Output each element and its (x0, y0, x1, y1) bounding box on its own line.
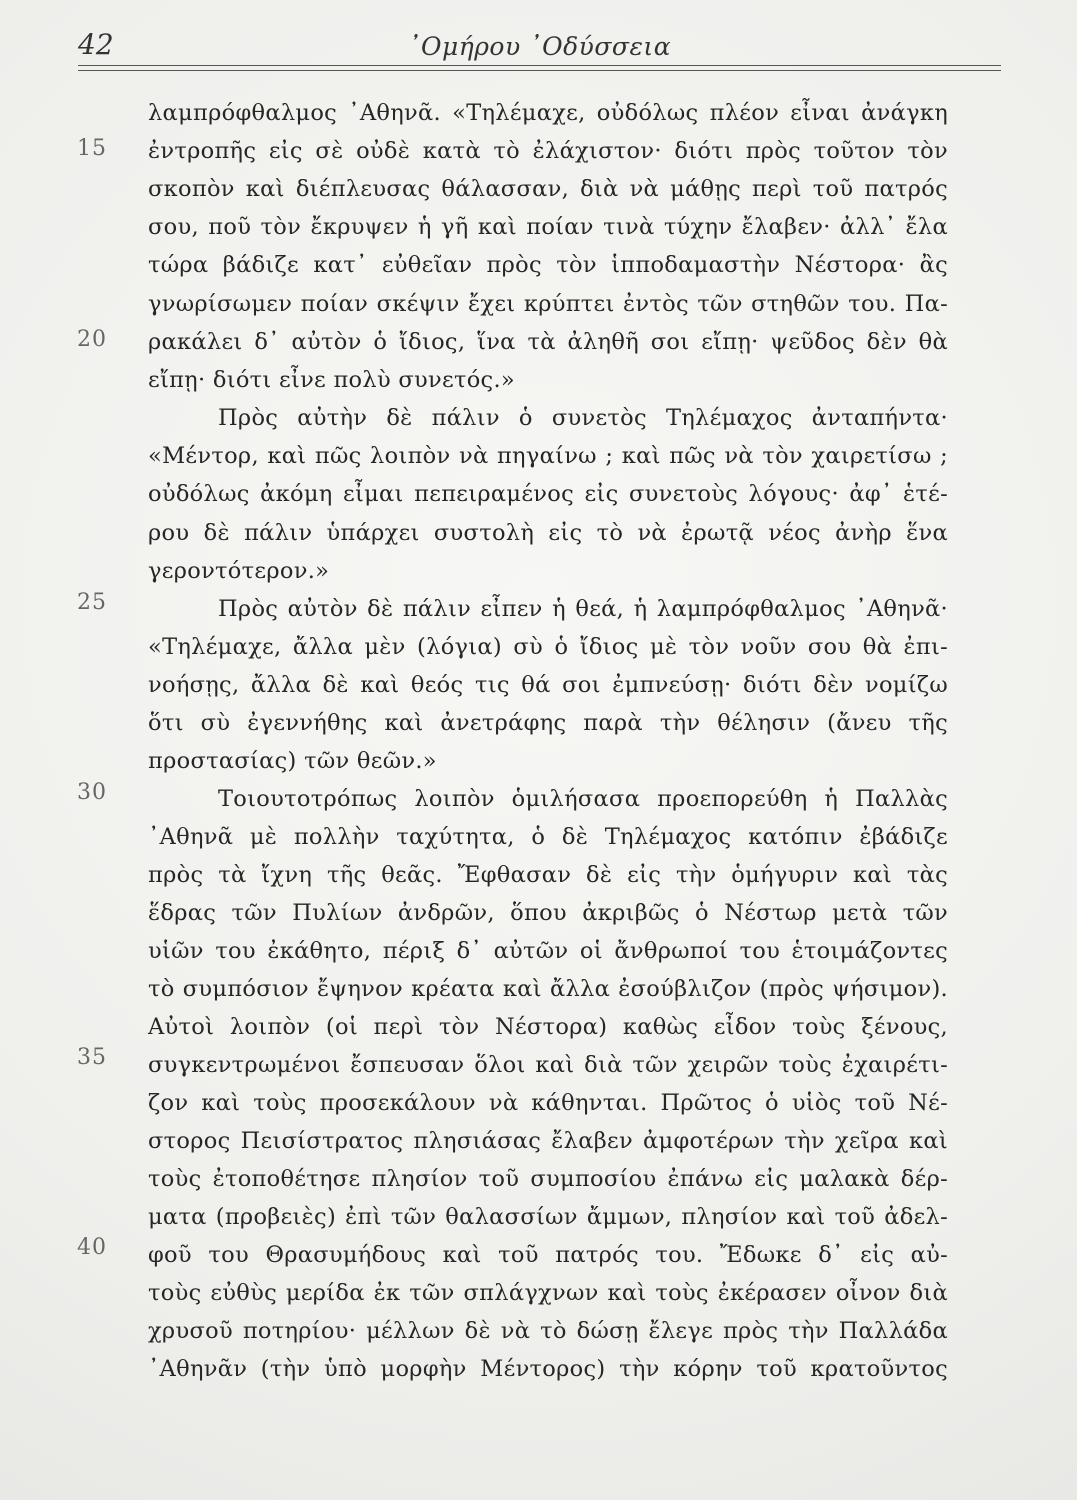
text-line: γνωρίσωμεν ποίαν σκέψιν ἔχει κρύπτει ἐντὸς τῶν στηθῶν του. Πα- (148, 291, 948, 317)
text-line: ἐντροπῆς εἰς σὲ οὐδὲ κατὰ τὸ ἐλάχιστον· διότι πρὸς τοῦτον τὸν (148, 138, 948, 164)
text-line: υἱῶν του ἐκάθητο, πέριξ δ᾿ αὐτῶν οἱ ἄνθρωποί του ἑτοιμάζοντες (148, 938, 948, 964)
text-line: τώρα βάδιζε κατ᾿ εὐθεῖαν πρὸς τὸν ἱπποδαμαστὴν Νέστορα· ἂς (148, 252, 948, 278)
page-number: 42 (78, 28, 114, 61)
text-line: τοὺς ἐτοποθέτησε πλησίον τοῦ συμποσίου ἐπάνω εἰς μαλακὰ δέρ- (148, 1166, 948, 1192)
header-rule-top (78, 65, 1001, 66)
text-line: «Μέντορ, καὶ πῶς λοιπὸν νὰ πηγαίνω ; καὶ πῶς νὰ τὸν χαιρετίσω ; (148, 443, 948, 469)
margin-line-number: 30 (77, 780, 107, 805)
margin-line-number: 20 (77, 327, 107, 352)
text-line: εἴπῃ· διότι εἶνε πολὺ συνετός.» (148, 367, 515, 393)
text-line: φοῦ του Θρασυμήδους καὶ τοῦ πατρός του. Ἔδωκε δ᾿ εἰς αὐ- (148, 1242, 948, 1268)
text-line: προστασίας) τῶν θεῶν.» (148, 748, 437, 774)
text-line: ὅτι σὺ ἐγεννήθης καὶ ἀνετράφης παρὰ τὴν θέλησιν (ἄνευ τῆς (148, 710, 948, 736)
margin-line-number: 15 (77, 136, 107, 161)
page-header (78, 28, 1001, 68)
text-line: ἕδρας τῶν Πυλίων ἀνδρῶν, ὅπου ἀκριβῶς ὁ Νέστωρ μετὰ τῶν (148, 900, 948, 926)
text-line: ᾿Αθηνᾶ μὲ πολλὴν ταχύτητα, ὁ δὲ Τηλέμαχος κατόπιν ἐβάδιζε (148, 824, 948, 850)
text-line: σκοπὸν καὶ διέπλευσας θάλασσαν, διὰ νὰ μάθῃς περὶ τοῦ πατρός (148, 176, 948, 202)
header-rule-bottom (78, 70, 1001, 71)
text-line: γεροντότερον.» (148, 558, 330, 584)
margin-line-number: 40 (77, 1235, 107, 1260)
text-line: τοὺς εὐθὺς μερίδα ἐκ τῶν σπλάγχνων καὶ τοὺς ἐκέρασεν οἶνον διὰ (148, 1280, 948, 1306)
text-line: νοήσῃς, ἄλλα δὲ καὶ θεός τις θά σοι ἐμπνεύσῃ· διότι δὲν νομίζω (148, 672, 948, 698)
text-line: λαμπρόφθαλμος ᾿Αθηνᾶ. «Τηλέμαχε, οὐδόλως πλέον εἶναι ἀνάγκη (148, 100, 948, 126)
text-line: Πρὸς αὐτὸν δὲ πάλιν εἶπεν ἡ θεά, ἡ λαμπρόφθαλμος ᾿Αθηνᾶ· (218, 596, 948, 622)
text-line: ρακάλει δ᾿ αὐτὸν ὁ ἴδιος, ἵνα τὰ ἀληθῆ σοι εἴπῃ· ψεῦδος δὲν θὰ (148, 329, 948, 355)
running-title: ᾿Ομήρου ᾿Οδύσσεια (408, 32, 672, 61)
text-line: Αὐτοὶ λοιπὸν (οἱ περὶ τὸν Νέστορα) καθὼς εἶδον τοὺς ξένους, (148, 1014, 948, 1040)
text-line: τὸ συμπόσιον ἔψηνον κρέατα καὶ ἄλλα ἐσούβλιζον (πρὸς ψήσιμον). (148, 976, 948, 1002)
text-line: ματα (προβειὲς) ἐπὶ τῶν θαλασσίων ἄμμων, πλησίον καὶ τοῦ ἀδελ- (148, 1204, 948, 1230)
text-line: χρυσοῦ ποτηρίου· μέλλων δὲ νὰ τὸ δώσῃ ἔλεγε πρὸς τὴν Παλλάδα (148, 1318, 948, 1344)
text-line: στορος Πεισίστρατος πλησιάσας ἔλαβεν ἀμφοτέρων τὴν χεῖρα καὶ (148, 1128, 948, 1154)
text-line: Τοιουτοτρόπως λοιπὸν ὁμιλήσασα προεπορεύθη ἡ Παλλὰς (218, 786, 948, 812)
text-line: συγκεντρωμένοι ἔσπευσαν ὅλοι καὶ διὰ τῶν χειρῶν τοὺς ἐχαιρέτι- (148, 1052, 948, 1078)
text-line: «Τηλέμαχε, ἄλλα μὲν (λόγια) σὺ ὁ ἴδιος μὲ τὸν νοῦν σου θὰ ἐπι- (148, 634, 948, 660)
text-line: σου, ποῦ τὸν ἔκρυψεν ἡ γῆ καὶ ποίαν τινὰ τύχην ἔλαβεν· ἀλλ᾿ ἔλα (148, 214, 948, 240)
text-line: ρου δὲ πάλιν ὑπάρχει συστολὴ εἰς τὸ νὰ ἐρωτᾷ νέος ἀνὴρ ἕνα (148, 520, 948, 546)
text-line: πρὸς τὰ ἴχνη τῆς θεᾶς. Ἔφθασαν δὲ εἰς τὴν ὁμήγυριν καὶ τὰς (148, 862, 948, 888)
text-line: Πρὸς αὐτὴν δὲ πάλιν ὁ συνετὸς Τηλέμαχος ἀνταπήντα· (218, 405, 948, 431)
text-line: οὐδόλως ἀκόμη εἶμαι πεπειραμένος εἰς συνετοὺς λόγους· ἀφ᾿ ἑτέ- (148, 481, 948, 507)
margin-line-number: 25 (77, 590, 107, 615)
text-line: ζον καὶ τοὺς προσεκάλουν νὰ κάθηνται. Πρῶτος ὁ υἱὸς τοῦ Νέ- (148, 1090, 948, 1116)
margin-line-number: 35 (77, 1045, 107, 1070)
text-line: ᾿Αθηνᾶν (τὴν ὑπὸ μορφὴν Μέντορος) τὴν κόρην τοῦ κρατοῦντος (148, 1356, 948, 1382)
